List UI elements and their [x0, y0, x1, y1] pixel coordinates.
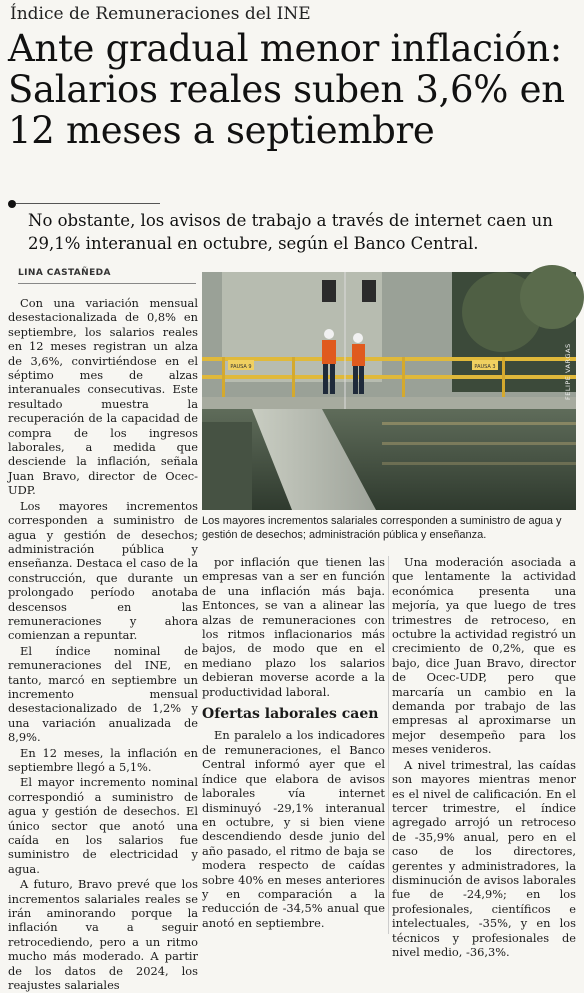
column-2 [202, 555, 385, 936]
photo-sign: PAUSA 9 [230, 364, 252, 370]
byline-rule [18, 283, 196, 284]
column-3 [392, 555, 576, 959]
article-headline: Ante gradual menor inflación: Salarios reales suben 3,6% en 12 meses a septiembre [8, 27, 565, 152]
photo-caption: Los mayores incrementos salariales corresponden a suministro de agua y gestión de desechos; administración pública y enseñanza. [202, 515, 562, 541]
paragraph: Los mayores incrementos corresponden a suministro de agua y gestión de desechos; administración pública y enseñanza. Destaca el caso de la construcción, que durante un prolongado período anotaba descensos en las remuneraciones y ahora comienzan a repuntar. [8, 498, 198, 643]
section-heading: Ofertas laborales caen [202, 706, 379, 723]
column-1 [8, 296, 198, 993]
photo-credit: FELIPE VARGAS [564, 343, 572, 400]
article-kicker: Índice de Remuneraciones del INE [10, 4, 311, 24]
paragraph: En paralelo a los indicadores de remuneraciones, el Banco Central informó ayer que el índice que elabora de avisos laborales vía internet disminuyó -29,1% interanual en octubre, y si bien viene descendiendo desde junio del año pasado, el ritmo de baja se modera respecto de caídas sobre 40% en meses anteriores y en comparación a la reducción de -34,5% anual que anotó en septiembre. [202, 728, 385, 930]
byline: LINA CASTAÑEDA [18, 268, 111, 278]
paragraph: A futuro, Bravo prevé que los incrementos salariales reales se irán aminorando porque la inflación va a seguir retrocediendo, pero a un ritmo mucho más moderado. A partir de los datos de 2024, los reajustes salariales [8, 877, 198, 993]
article-subhead: No obstante, los avisos de trabajo a través de internet caen un 29,1% interanual en octubre, según el Banco Central. [28, 211, 553, 253]
paragraph: En 12 meses, la inflación en septiembre llegó a 5,1%. [8, 745, 198, 774]
photo-sign: PAUSA 3 [474, 364, 496, 370]
paragraph: por inflación que tienen las empresas van a ser en función de una inflación más baja. Entonces, se van a alinear las alzas de remuneraciones con los ritmos inflacionarios más bajos, de modo que en el mediano plazo los salarios debieran moverse acorde a la productividad laboral. [202, 555, 385, 699]
paragraph: A nivel trimestral, las caídas son mayores mientras menor es el nivel de calificación. En el tercer trimestre, el índice agregado arrojó un retroceso de -35,9% anual, pero en el caso de los directores, gerentes y administradores, la disminución de avisos laborales fue de -24,9%; en los profesionales, científicos e intelectuales, -35%, y en los técnicos y profesionales de nivel medio, -36,3%. [392, 757, 576, 959]
paragraph: El mayor incremento nominal correspondió a suministro de agua y gestión de desechos. El único sector que anotó una caída en los salarios fue suministro de electricidad y agua. [8, 775, 198, 876]
article-photo [202, 272, 576, 510]
paragraph: Una moderación asociada a que lentamente la actividad económica presenta una mejoría, ya que luego de tres trimestres de retroceso, en octubre la actividad registró un crecimiento de 0,2%, que es bajo, dice Juan Bravo, director de Ocec-UDP, pero que marcaría un cambio en la demanda por trabajo de las empresas al aproximarse un mejor desempeño para los meses venideros. [392, 555, 576, 757]
divider-dot [8, 200, 16, 208]
column-rule [388, 556, 389, 934]
paragraph: Con una variación mensual desestacionalizada de 0,8% en septiembre, los salarios reales en 12 meses registran un alza de 3,6%, convirtiéndose en el séptimo mes de alzas interanuales consecutivas. Este resultado muestra la recuperación de la capacidad de compra de los ingresos laborales, a medida que desciende la inflación, señala Juan Bravo, director de Ocec-UDP. [8, 296, 198, 498]
paragraph: El índice nominal de remuneraciones del INE, en tanto, marcó en septiembre un incremento mensual desestacionalizado de 1,2% y una variación anualizada de 8,9%. [8, 643, 198, 745]
divider-line [16, 203, 160, 204]
